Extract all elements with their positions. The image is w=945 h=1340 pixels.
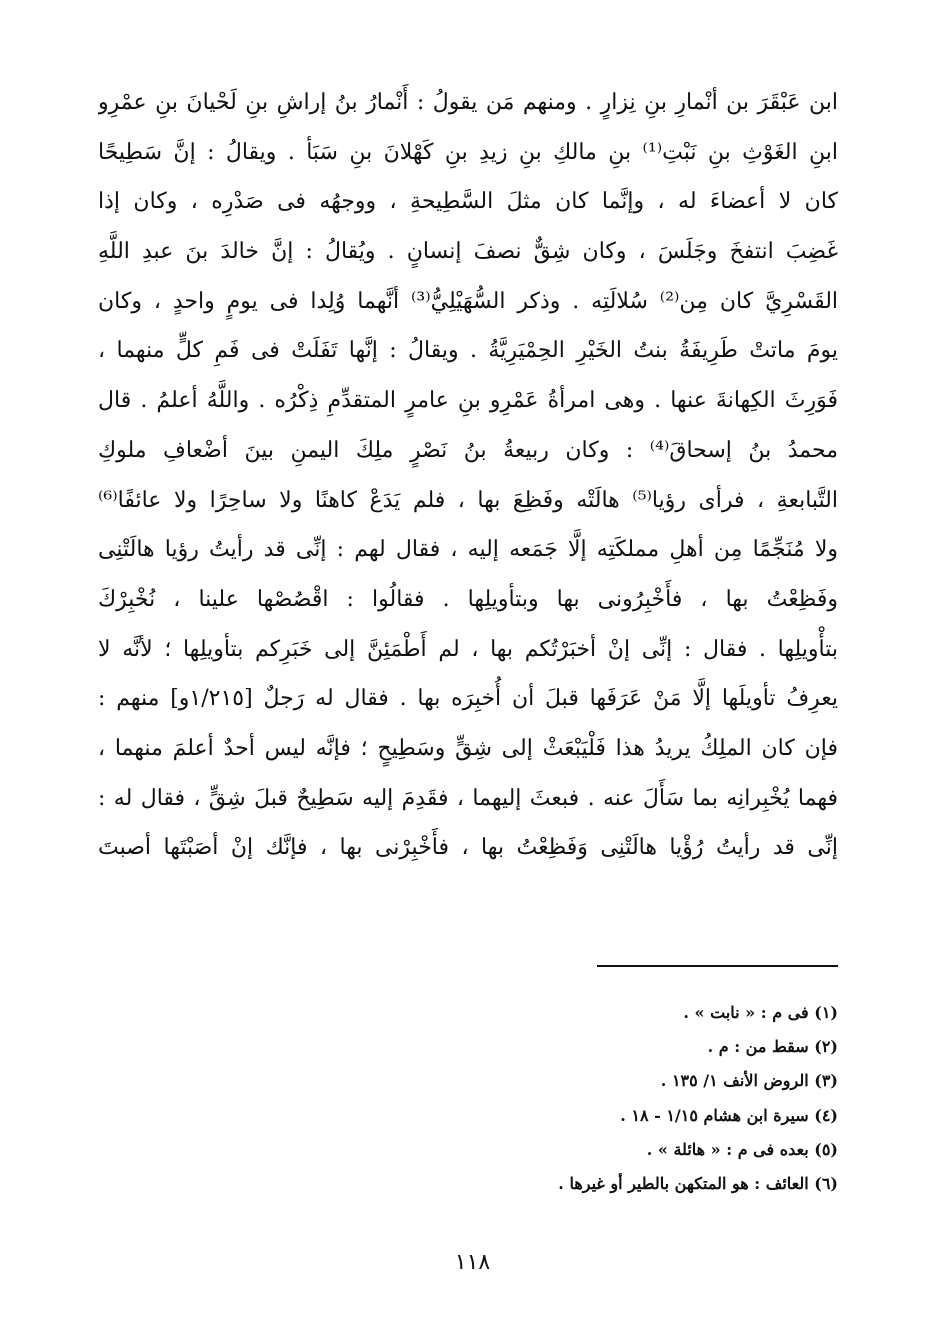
footnotes-block <box>278 996 838 1201</box>
text-line: وفَظِعْتُ بها ، فأَخْبِرُونى بها وبتأويلِها . فقالُوا : اقْصُصْها علينا ، نُخْبِرْكَ <box>98 586 838 612</box>
footnote: (٤) سيرة ابن هشام ١/١٥ - ١٨ . <box>620 1105 838 1125</box>
text-line: ابن عَبْقَرَ بن أنْمارِ بنِ نِزارٍ . ومنهم مَن يقولُ : أَنْمارُ بنُ إراشِ بنِ لَحْيانَ بنِ عمْرِو <box>98 90 838 115</box>
text-line: غَضِبَ انتفخَ وجَلَسَ ، وكان شِقٌّ نصفَ إنسانٍ . ويُقالُ : إنَّ خالدَ بنَ عبدِ اللَّهِ <box>98 239 838 265</box>
footnote: (٦) العائف : هو المتكهن بالطير أو غيرها . <box>558 1173 838 1193</box>
footnote: (٥) بعده فى م : « هائلة » . <box>646 1139 838 1159</box>
text-line: فإن كان الملِكُ يريدُ هذا فَلْيَبْعَثْ إلى شِقٍّ وسَطِيحٍ ؛ فإنَّه ليس أحدٌ أعلمَ منهما ، <box>98 735 838 761</box>
text-line: يومَ ماتتْ طَرِيفَةُ بنتُ الخَيْرِ الحِمْيَرِيَّةُ . ويقالُ : إنَّها تَفَلَتْ فى فَمِ كلٍّ منهما ، <box>98 338 838 364</box>
text-line: ولا مُنَجِّمًا مِن أهلِ مملكَتِه إلَّا جَمَعه إليه ، فقال لهم : إنِّى قد رأيتُ رؤيا هالَتْنِى <box>98 537 838 563</box>
text-line: فَوَرِثَ الكِهانةَ عنها . وهى امرأةُ عَمْرِو بنِ عامرٍ المتقدِّمِ ذِكْرُه . واللَّهُ أعلمُ . قال <box>98 388 838 414</box>
page-number: ١١٨ <box>454 1250 491 1275</box>
footnote: (٣) الروض الأنف ١/ ١٣٥ . <box>660 1071 838 1091</box>
footnote: (٢) سقط من : م . <box>707 1037 838 1057</box>
text-line: القَسْرِيَّ كان مِن⁽²⁾ سُلالَتِه . وذكر السُّهَيْلِيُّ⁽³⁾ أنَّهما وُلِدا فى يومٍ واحدٍ ، وكان <box>98 288 838 314</box>
text-line: يعرِفُ تأويلَها إلَّا مَنْ عَرَفَها قبلَ أن أُخبِرَه بها . فقال له رَجلٌ [١/٢١٥و] منهم : <box>98 686 838 712</box>
text-line: كان لا أعضاءَ له ، وإنَّما كان مثلَ السَّطِيحةِ ، ووجهُه فى صَدْرِه ، وكان إذا <box>98 189 838 215</box>
text-line: ابنِ الغَوْثِ بنِ نَبْتِ⁽¹⁾ بنِ مالكِ بنِ زيدِ بنِ كَهْلانَ بنِ سَبَأ . ويقالُ : إنَّ سَطِيحًا <box>98 139 838 165</box>
text-line: فهما يُخْبِرانِه بما سَأَلَ عنه . فبعثَ إليهما ، فقَدِمَ إليه سَطِيحٌ قبلَ شِقٍّ ، فقال له : <box>98 785 838 811</box>
text-line: محمدُ بنُ إسحاقَ⁽⁴⁾ : وكان ربيعةُ بنُ نَصْرٍ ملِكَ اليمنِ بينَ أضْعافِ ملوكِ <box>98 437 838 463</box>
text-line: بتأْويلِها . فقال : إنِّى إنْ أخبَرْتُكم بها ، لم أَطْمَئِنَّ إلى خَبَرِكم بتأويلِها ؛ لأنَّه لا <box>98 636 838 662</box>
footnote: (١) فى م : « نابت » . <box>683 1003 838 1022</box>
footnote-divider <box>597 965 838 967</box>
text-line: إنِّى قد رأيتُ رُؤْيا هالَتْنِى وَفَظِعْتُ بها ، فأَخْبِرْنى بها ، فإنَّك إنْ أصَبْتَها أصبتَ <box>98 835 838 861</box>
text-line: التَّبابعةِ ، فرأى رؤيا⁽⁵⁾ هالَتْه وفَظِعَ بها ، فلم يَدَعْ كاهنًا ولا ساحِرًا ولا عائفًا⁽⁶⁾ <box>98 487 838 513</box>
main-text-block <box>98 78 838 873</box>
